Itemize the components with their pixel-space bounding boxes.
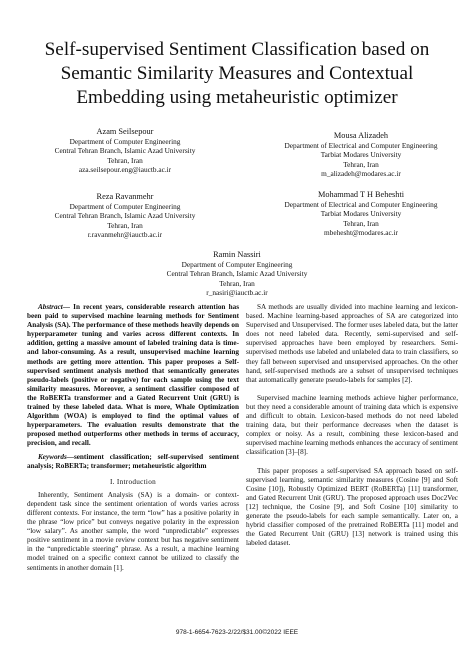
author-location: Tehran, Iran <box>219 278 255 288</box>
abstract-label: Abstract <box>38 303 63 311</box>
abstract-text: — In recent years, considerable research attention has been paid to supervised machine learning methods for Sentiment Analysis (SA). The performance of these methods heavily depends on hyperparameter tuning and varies across different contexts. In addition, getting a massive amount of labeled training data is time- and labor-consuming. As a result, unsupervised machine learning methods are getting more attention. This paper proposes a Self-supervised sentiment analysis method that semantically generates pseudo-labels (positive or negative) for each sample using the text similarity measures. Moreover, a sentiment classifier composed of the RoBERTa transformer and a Gated Recurrent Unit (GRU) is trained by these labeled data. What is more, Whale Optimization Algorithm (WOA) is employed to find the optimal values of hyperparameters. The evaluation results demonstrate that the proposed method outperforms other methods in terms of accuracy, precision, and recall. <box>27 303 239 448</box>
paragraph: Inherently, Sentiment Analysis (SA) is a domain- or context-dependent task since the sentiment orientation of words varies across different contexts. For instance, the term “low” has a positive polarity in the phrase “low price” but conveys negative polarity in the expression “low salary”. As another sample, the word “unpredictable” expresses positive sentiment in a movie review context but has negative sentiment in the “unpredictable steering” phrase. As a result, a machine learning model trained on a specific context cannot be utilized to classify the sentiments in another domain [1]. <box>27 490 239 572</box>
left-column <box>27 303 239 573</box>
author-block-3 <box>25 191 225 240</box>
author-department: Department of Electrical and Computer Engineering <box>284 200 438 209</box>
author-name: Mohammad T H Beheshti <box>317 190 405 199</box>
paragraph: This paper proposes a self-supervised SA approach based on self-supervised learning, semantic similarity measures (Cosine [9] and Soft Cosine [10]), Robustly Optimized BERT (RoBERTa) [11] transformer, and Gated Recurrent Unit (GRU). The proposed approach uses Doc2Vec [12] technique, the Cosine [9], and Soft Cosine [10] similarity to generate the pseudo-labels for each sample semantically. Later on, a hybrid classifier composed of the pretrained RoBERTa [11] model and the Gated Recurrent Unit (GRU) [13] network is trained using this labeled dataset. <box>246 466 458 548</box>
keywords-text: —sentiment classification; self-supervised sentiment analysis; RoBERTa; transformer; metaheuristic algorithm <box>27 452 239 470</box>
author-block-2 <box>256 130 466 179</box>
author-location: Tehran, Iran <box>343 159 379 169</box>
author-institution: Central Tehran Branch, Islamic Azad University <box>166 269 308 279</box>
title-line: Embedding using metaheuristic optimizer <box>76 87 398 108</box>
author-institution: Central Tehran Branch, Islamic Azad University <box>54 211 196 221</box>
author-location: Tehran, Iran <box>107 220 143 230</box>
paper-title <box>20 38 454 110</box>
paragraph: SA methods are usually divided into machine learning and lexicon-based. Machine learning-based approaches of SA are categorized into Supervised and Unsupervised. The former uses labeled data, but the latter does not need labeled data. Recently, semi-supervised and self-supervised approaches have been employed by researchers. Semi-supervised methods use labeled and unlabeled data to train classifiers, so they fall between supervised and unsupervised approaches. On the other hand, self-supervised methods are a subset of unsupervised techniques that automatically generate pseudo-labels for samples [2]. <box>246 303 458 384</box>
author-email[interactable]: r_nasiri@iauctb.ac.ir <box>206 288 268 298</box>
right-column <box>246 303 458 548</box>
author-email[interactable]: m_alizadeh@modares.ac.ir <box>321 169 401 179</box>
author-block-1 <box>25 126 225 175</box>
author-email[interactable]: r.ravanmehr@iauctb.ac.ir <box>87 230 163 240</box>
title-line: Semantic Similarity Measures and Contextual <box>60 63 414 84</box>
author-location: Tehran, Iran <box>107 155 143 165</box>
author-department: Department of Computer Engineering <box>69 137 181 146</box>
author-location: Tehran, Iran <box>343 218 379 228</box>
author-block-4 <box>256 189 466 238</box>
keywords-label: Keywords <box>38 452 67 461</box>
author-name: Mousa Alizadeh <box>333 131 389 140</box>
author-name: Reza Ravanmehr <box>96 192 154 201</box>
copyright-footer: 978-1-6654-7623-2/22/$31.00©2022 IEEE <box>175 629 299 636</box>
title-line: Self-supervised Sentiment Classification based on <box>44 39 430 60</box>
section-heading: I. Introduction <box>109 477 157 486</box>
author-institution: Tarbiat Modares University <box>320 209 402 219</box>
author-email[interactable]: aza.seilsepour.eng@iauctb.ac.ir <box>78 165 172 175</box>
author-department: Department of Computer Engineering <box>69 202 181 211</box>
author-department: Department of Computer Engineering <box>181 260 293 269</box>
keywords <box>27 453 239 471</box>
author-email[interactable]: mbehesht@modares.ac.ir <box>324 228 398 238</box>
author-name: Azam Seilsepour <box>96 127 154 136</box>
author-institution: Tarbiat Modares University <box>320 150 402 160</box>
abstract <box>27 303 239 449</box>
author-block-5 <box>137 249 337 298</box>
author-name: Ramin Nassiri <box>213 250 261 259</box>
author-department: Department of Electrical and Computer Engineering <box>284 141 438 150</box>
author-institution: Central Tehran Branch, Islamic Azad University <box>54 146 196 156</box>
paragraph: Supervised machine learning methods achieve higher performance, but they need a considerable amount of training data which is expensive and difficult to obtain. Lexicon-based methods do not need labeled training data, but their performance decreases when the dataset is complex or noisy. As a result, combining these lexicon-based and supervised machine learning methods enhances the accuracy of sentiment classification [3]–[8]. <box>246 393 458 457</box>
